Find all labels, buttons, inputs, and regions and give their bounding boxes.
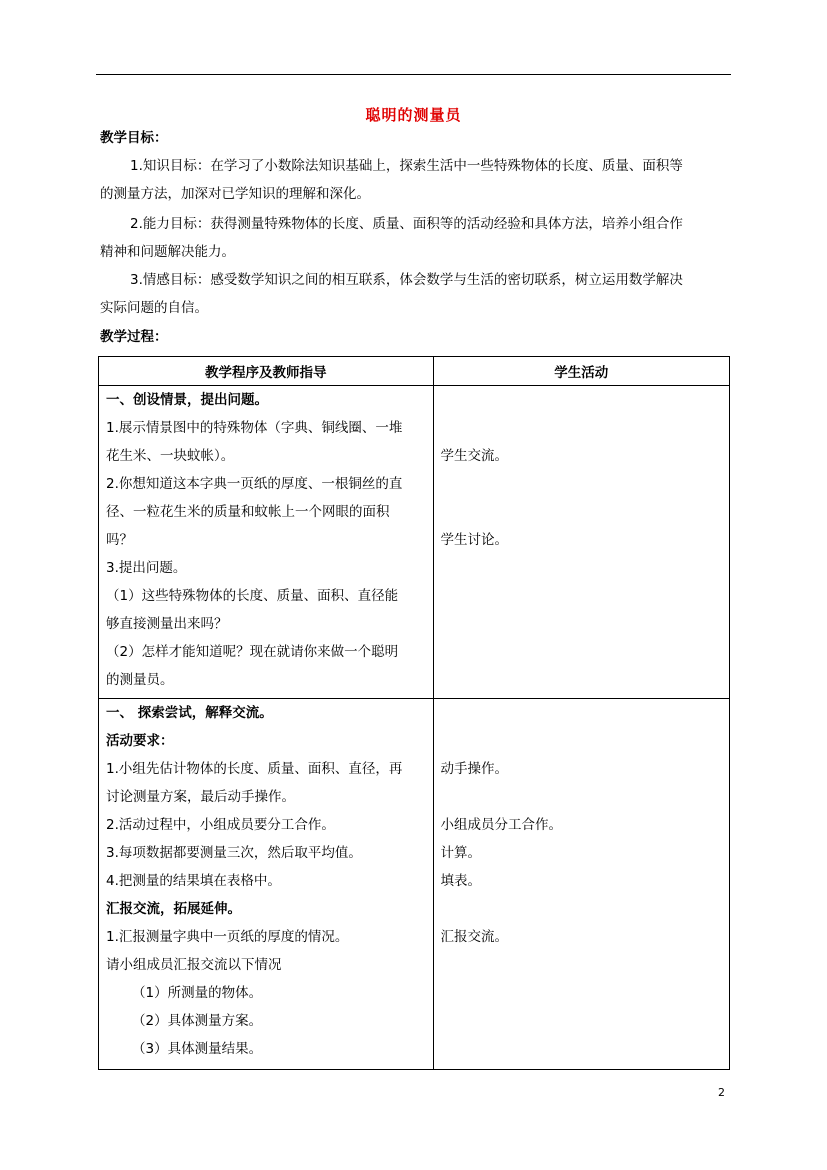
row1-left-line: 1.展示情景图中的特殊物体（字典、铜线圈、一堆 [106, 420, 403, 436]
row2-right-line: 计算。 [440, 845, 482, 861]
table-row [99, 699, 730, 1070]
goal-1-line-1: 1.知识目标：在学习了小数除法知识基础上，探索生活中一些特殊物体的长度、质量、面积等 [130, 158, 683, 174]
row2-left-line: 汇报交流，拓展延伸。 [106, 901, 241, 917]
process-table [98, 356, 730, 1070]
row1-right-line [434, 386, 729, 414]
goal-2-line-2: 精神和问题解决能力。 [100, 244, 235, 260]
row1-left-line: （2）怎样才能知道呢？现在就请你来做一个聪明 [106, 644, 399, 660]
row2-left-line: 4.把测量的结果填在表格中。 [106, 873, 281, 889]
goal-3-line-2: 实际问题的自信。 [100, 300, 208, 316]
row1-left-line: 吗？ [106, 532, 133, 548]
row1-left-line: 3.提出问题。 [106, 560, 187, 576]
table-row [99, 386, 730, 699]
row2-right-line: 动手操作。 [440, 761, 509, 777]
process-heading: 教学过程： [100, 329, 168, 345]
row2-left-line: 请小组成员汇报交流以下情况 [106, 957, 282, 973]
row1-activity-cell [433, 386, 729, 699]
row2-right-line: 填表。 [440, 873, 482, 889]
row2-right-line [434, 699, 729, 727]
row2-left-line: （1）所测量的物体。 [132, 985, 263, 1001]
row2-left-line: 活动要求： [106, 733, 174, 749]
goal-1-line-2: 的测量方法，加深对已学知识的理解和深化。 [100, 186, 370, 202]
row1-procedure-cell [99, 386, 434, 699]
row1-left-line: （1）这些特殊物体的长度、质量、面积、直径能 [106, 588, 399, 604]
row2-procedure-cell [99, 699, 434, 1070]
row2-left-line: 讨论测量方案，最后动手操作。 [106, 789, 295, 805]
header-rule [96, 74, 731, 75]
row1-left-line: 2.你想知道这本字典一页纸的厚度、一根铜丝的直 [106, 476, 403, 492]
row2-right-line [434, 727, 729, 755]
row2-activity-cell [433, 699, 729, 1070]
row1-left-line: 够直接测量出来吗？ [106, 616, 228, 632]
row1-left-line: 一、创设情景，提出问题。 [106, 392, 268, 408]
column-header-procedure: 教学程序及教师指导 [99, 357, 434, 386]
row1-right-line: 学生讨论。 [440, 532, 509, 548]
row2-left-line: 1.汇报测量字典中一页纸的厚度的情况。 [106, 929, 349, 945]
row1-left-line: 花生米、一块蚊帐）。 [106, 448, 235, 464]
page-number: 2 [718, 1086, 725, 1099]
document-title: 聪明的测量员 [365, 106, 462, 124]
row1-right-line [434, 414, 729, 442]
goal-3-line-1: 3.情感目标：感受数学知识之间的相互联系，体会数学与生活的密切联系，树立运用数学解决 [130, 272, 683, 288]
row1-right-line [434, 498, 729, 526]
row1-left-line: 的测量员。 [106, 672, 174, 688]
goal-2-line-1: 2.能力目标：获得测量特殊物体的长度、质量、面积等的活动经验和具体方法，培养小组合作 [130, 216, 683, 232]
row2-right-line: 小组成员分工合作。 [440, 817, 563, 833]
goals-heading: 教学目标： [100, 130, 168, 146]
row2-left-line: （3）具体测量结果。 [132, 1041, 263, 1057]
column-header-student-activity: 学生活动 [433, 357, 729, 386]
row2-left-line: 2.活动过程中，小组成员要分工合作。 [106, 817, 335, 833]
row2-right-line: 汇报交流。 [440, 929, 509, 945]
row2-right-line [434, 895, 729, 923]
row1-left-line: 径、一粒花生米的质量和蚊帐上一个网眼的面积 [106, 504, 390, 520]
row2-left-line: 1.小组先估计物体的长度、质量、面积、直径，再 [106, 761, 403, 777]
row2-right-line [434, 783, 729, 811]
row1-right-line [434, 470, 729, 498]
row2-left-line: 一、 探索尝试，解释交流。 [106, 705, 273, 721]
row2-left-line: （2）具体测量方案。 [132, 1013, 263, 1029]
row1-right-line: 学生交流。 [440, 448, 509, 464]
row2-left-line: 3.每项数据都要测量三次，然后取平均值。 [106, 845, 362, 861]
table-header-row [99, 357, 730, 386]
